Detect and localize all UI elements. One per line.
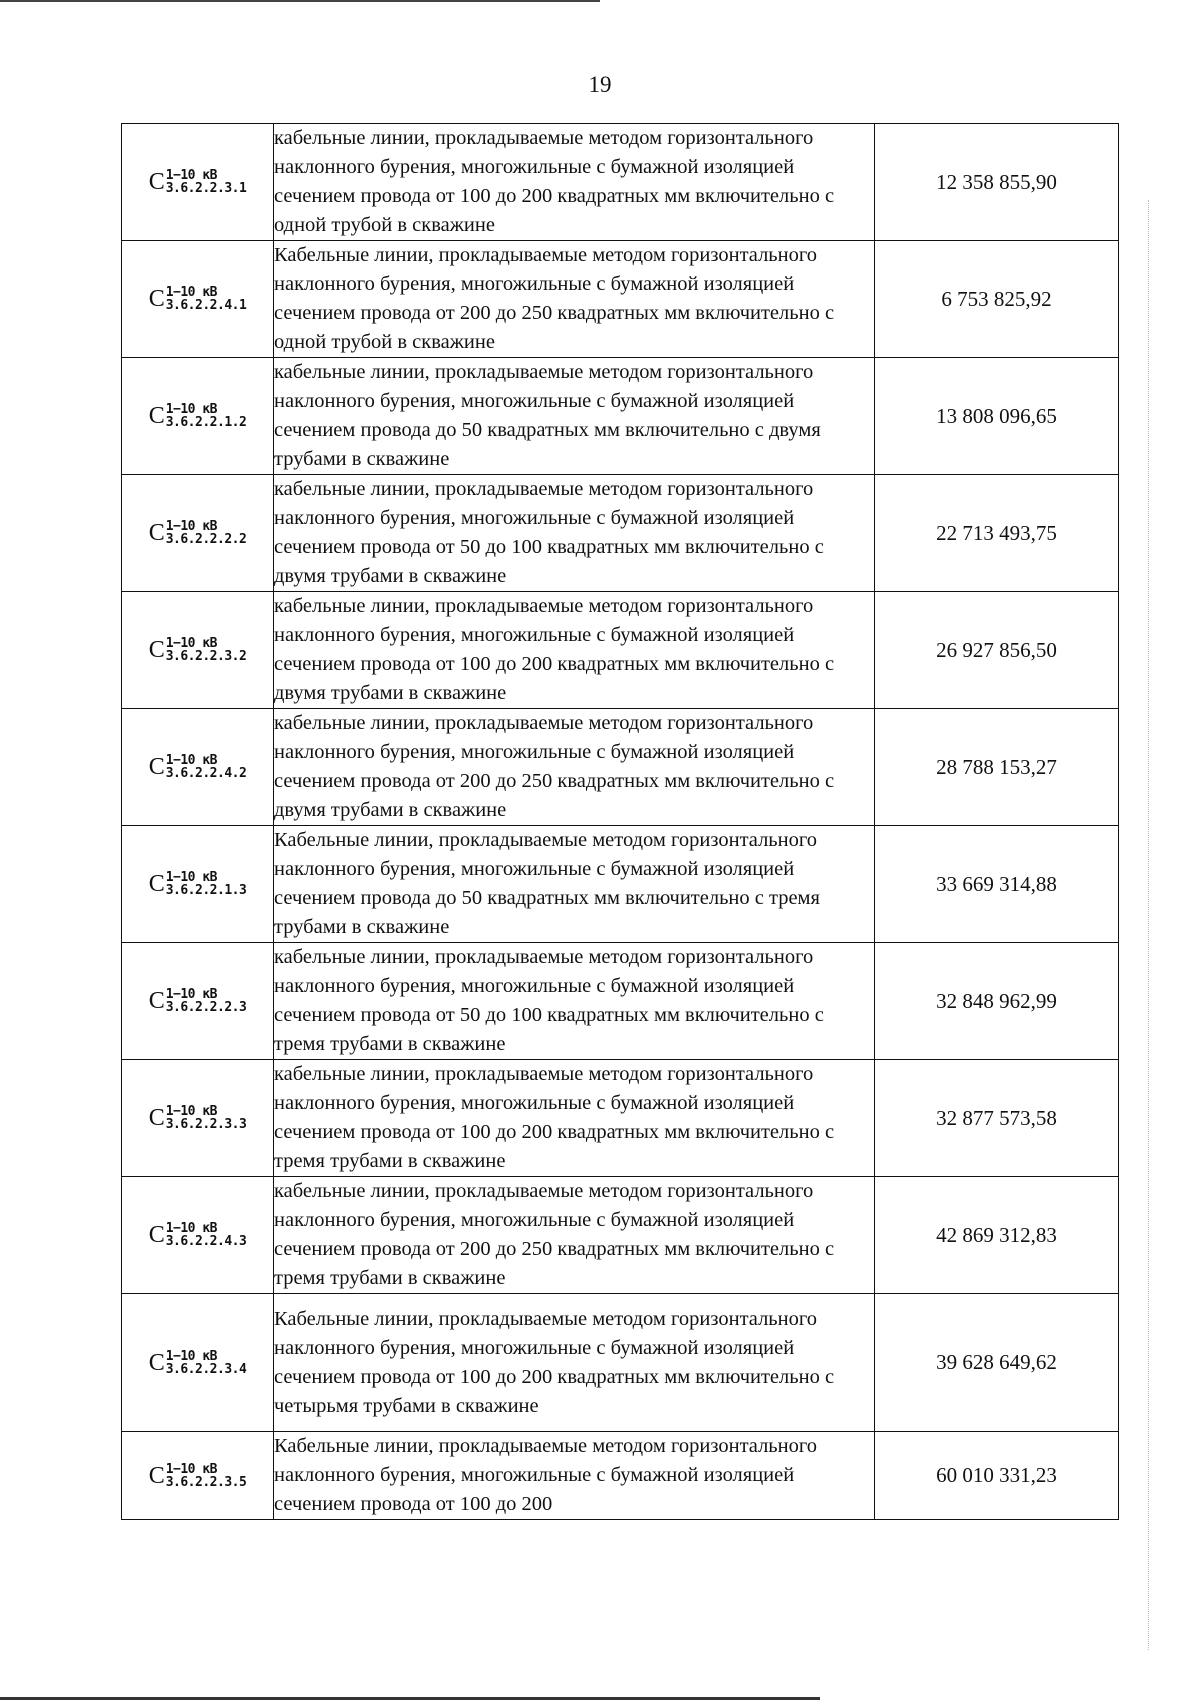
rate-symbol-cell xyxy=(122,241,274,358)
table-row xyxy=(122,826,1119,943)
description-cell: кабельные линии, прокладываемые методом горизонтального наклонного бурения, многожильные с бумажной изоляцией сечением провода от 50 до 100 квадратных мм включительно с тремя трубами в скважине xyxy=(274,943,875,1060)
rate-symbol-voltage: 1−10 кВ xyxy=(165,753,217,768)
table-row xyxy=(122,943,1119,1060)
table-row xyxy=(122,709,1119,826)
rate-symbol-cell xyxy=(122,124,274,241)
rate-symbol-voltage: 1−10 кВ xyxy=(165,1461,217,1477)
rate-value-cell: 60 010 331,23 xyxy=(875,1432,1119,1520)
rate-symbol-base: C xyxy=(148,637,165,663)
rate-symbol-voltage: 1−10 кВ xyxy=(165,285,217,300)
rate-symbol-base: C xyxy=(148,1349,165,1376)
rate-value-cell: 13 808 096,65 xyxy=(875,358,1119,475)
rate-symbol-voltage: 1−10 кВ xyxy=(165,1348,217,1364)
description-cell: кабельные линии, прокладываемые методом горизонтального наклонного бурения, многожильные с бумажной изоляцией сечением провода от 200 до 250 квадратных мм включительно с тремя трубами в скважине xyxy=(274,1177,875,1294)
rate-symbol-base: C xyxy=(148,871,165,897)
rate-symbol-index: 3.6.2.2.3.1 xyxy=(165,181,247,196)
description-cell: кабельные линии, прокладываемые методом горизонтального наклонного бурения, многожильные с бумажной изоляцией сечением провода от 50 до 100 квадратных мм включительно с двумя трубами в скважине xyxy=(274,475,875,592)
rate-symbol-index: 3.6.2.2.4.1 xyxy=(165,298,247,313)
rate-value-cell: 6 753 825,92 xyxy=(875,241,1119,358)
rate-symbol-index: 3.6.2.2.1.2 xyxy=(165,415,247,430)
rate-symbol-index: 3.6.2.2.3.2 xyxy=(165,649,247,664)
table-row xyxy=(122,1177,1119,1294)
scan-edge-right xyxy=(1148,200,1149,1650)
rate-symbol-index: 3.6.2.2.4.3 xyxy=(165,1234,247,1249)
rate-value-cell: 22 713 493,75 xyxy=(875,475,1119,592)
rate-symbol-index: 3.6.2.2.3.4 xyxy=(165,1361,247,1377)
rate-symbol-base: C xyxy=(148,520,165,546)
page-number: 19 xyxy=(588,72,612,97)
description-cell: Кабельные линии, прокладываемые методом горизонтального наклонного бурения, многожильные с бумажной изоляцией сечением провода от 200 до 250 квадратных мм включительно с одной трубой в скважине xyxy=(274,241,875,358)
rate-symbol-cell xyxy=(122,826,274,943)
rate-symbol xyxy=(149,1222,247,1248)
rate-symbol-base: C xyxy=(148,1105,165,1131)
rate-symbol-cell xyxy=(122,475,274,592)
table-row xyxy=(122,1294,1119,1432)
rate-value-cell: 33 669 314,88 xyxy=(875,826,1119,943)
description-cell: кабельные линии, прокладываемые методом горизонтального наклонного бурения, многожильные с бумажной изоляцией сечением провода от 100 до 200 квадратных мм включительно с одной трубой в скважине xyxy=(274,124,875,241)
rate-value-cell: 32 877 573,58 xyxy=(875,1060,1119,1177)
scan-edge-top xyxy=(0,0,600,2)
description-cell: Кабельные линии, прокладываемые методом горизонтального наклонного бурения, многожильные с бумажной изоляцией сечением провода от 100 до 200 квадратных мм включительно с четырьмя трубами в скважине xyxy=(274,1294,875,1432)
rate-symbol xyxy=(149,403,247,429)
rate-symbol-index: 3.6.2.2.3.3 xyxy=(165,1117,247,1132)
rate-symbol-voltage: 1−10 кВ xyxy=(165,402,217,417)
rate-symbol xyxy=(149,1350,247,1376)
description-cell: кабельные линии, прокладываемые методом горизонтального наклонного бурения, многожильные с бумажной изоляцией сечением провода от 100 до 200 квадратных мм включительно с двумя трубами в скважине xyxy=(274,592,875,709)
rate-symbol-voltage: 1−10 кВ xyxy=(165,168,217,183)
rate-symbol-base: C xyxy=(148,403,165,429)
table-row xyxy=(122,475,1119,592)
rate-symbol xyxy=(149,988,247,1014)
rate-symbol xyxy=(149,169,247,195)
tariff-table xyxy=(121,123,1119,1520)
rate-value-cell: 28 788 153,27 xyxy=(875,709,1119,826)
description-cell: кабельные линии, прокладываемые методом горизонтального наклонного бурения, многожильные с бумажной изоляцией сечением провода от 100 до 200 квадратных мм включительно с тремя трубами в скважине xyxy=(274,1060,875,1177)
rate-symbol-cell xyxy=(122,592,274,709)
rate-symbol-cell xyxy=(122,1060,274,1177)
rate-symbol-base: C xyxy=(148,754,165,780)
rate-symbol xyxy=(149,520,247,546)
rate-symbol-voltage: 1−10 кВ xyxy=(165,519,217,534)
rate-symbol-base: C xyxy=(148,169,165,195)
rate-symbol-base: C xyxy=(148,286,165,312)
rate-symbol-voltage: 1−10 кВ xyxy=(165,870,217,885)
table-row xyxy=(122,592,1119,709)
rate-symbol xyxy=(149,286,247,312)
rate-symbol-index: 3.6.2.2.2.2 xyxy=(165,532,247,547)
rate-symbol-voltage: 1−10 кВ xyxy=(165,987,217,1002)
rate-symbol xyxy=(149,871,247,897)
rate-symbol xyxy=(149,1105,247,1131)
rate-value-cell: 32 848 962,99 xyxy=(875,943,1119,1060)
rate-value-cell: 39 628 649,62 xyxy=(875,1294,1119,1432)
rate-symbol xyxy=(149,637,247,663)
table-row xyxy=(122,1432,1119,1520)
table-row xyxy=(122,241,1119,358)
rate-symbol-index: 3.6.2.2.4.2 xyxy=(165,766,247,781)
rate-value-cell: 26 927 856,50 xyxy=(875,592,1119,709)
rate-symbol-base: C xyxy=(148,988,165,1014)
rate-value-cell: 42 869 312,83 xyxy=(875,1177,1119,1294)
rate-symbol-cell xyxy=(122,1432,274,1520)
description-cell: Кабельные линии, прокладываемые методом горизонтального наклонного бурения, многожильные с бумажной изоляцией сечением провода до 50 квадратных мм включительно с тремя трубами в скважине xyxy=(274,826,875,943)
table-row xyxy=(122,1060,1119,1177)
rate-symbol-voltage: 1−10 кВ xyxy=(165,1104,217,1119)
rate-symbol-index: 3.6.2.2.2.3 xyxy=(165,1000,247,1015)
rate-symbol-cell xyxy=(122,358,274,475)
table-row xyxy=(122,358,1119,475)
rate-symbol-index: 3.6.2.2.3.5 xyxy=(165,1474,247,1490)
tariff-table-body xyxy=(122,124,1119,1520)
description-cell: кабельные линии, прокладываемые методом горизонтального наклонного бурения, многожильные с бумажной изоляцией сечением провода до 50 квадратных мм включительно с двумя трубами в скважине xyxy=(274,358,875,475)
rate-symbol-index: 3.6.2.2.1.3 xyxy=(165,883,247,898)
rate-symbol-base: C xyxy=(148,1462,165,1489)
rate-symbol-voltage: 1−10 кВ xyxy=(165,636,217,651)
rate-symbol-cell xyxy=(122,709,274,826)
rate-symbol-voltage: 1−10 кВ xyxy=(165,1221,217,1236)
rate-symbol-base: C xyxy=(148,1222,165,1248)
rate-symbol-cell xyxy=(122,1294,274,1432)
rate-symbol-cell xyxy=(122,943,274,1060)
rate-value-cell: 12 358 855,90 xyxy=(875,124,1119,241)
rate-symbol xyxy=(149,1463,247,1489)
description-cell: Кабельные линии, прокладываемые методом горизонтального наклонного бурения, многожильные с бумажной изоляцией сечением провода от 100 до 200 xyxy=(274,1432,875,1520)
rate-symbol xyxy=(149,754,247,780)
table-row xyxy=(122,124,1119,241)
description-cell: кабельные линии, прокладываемые методом горизонтального наклонного бурения, многожильные с бумажной изоляцией сечением провода от 200 до 250 квадратных мм включительно с двумя трубами в скважине xyxy=(274,709,875,826)
rate-symbol-cell xyxy=(122,1177,274,1294)
